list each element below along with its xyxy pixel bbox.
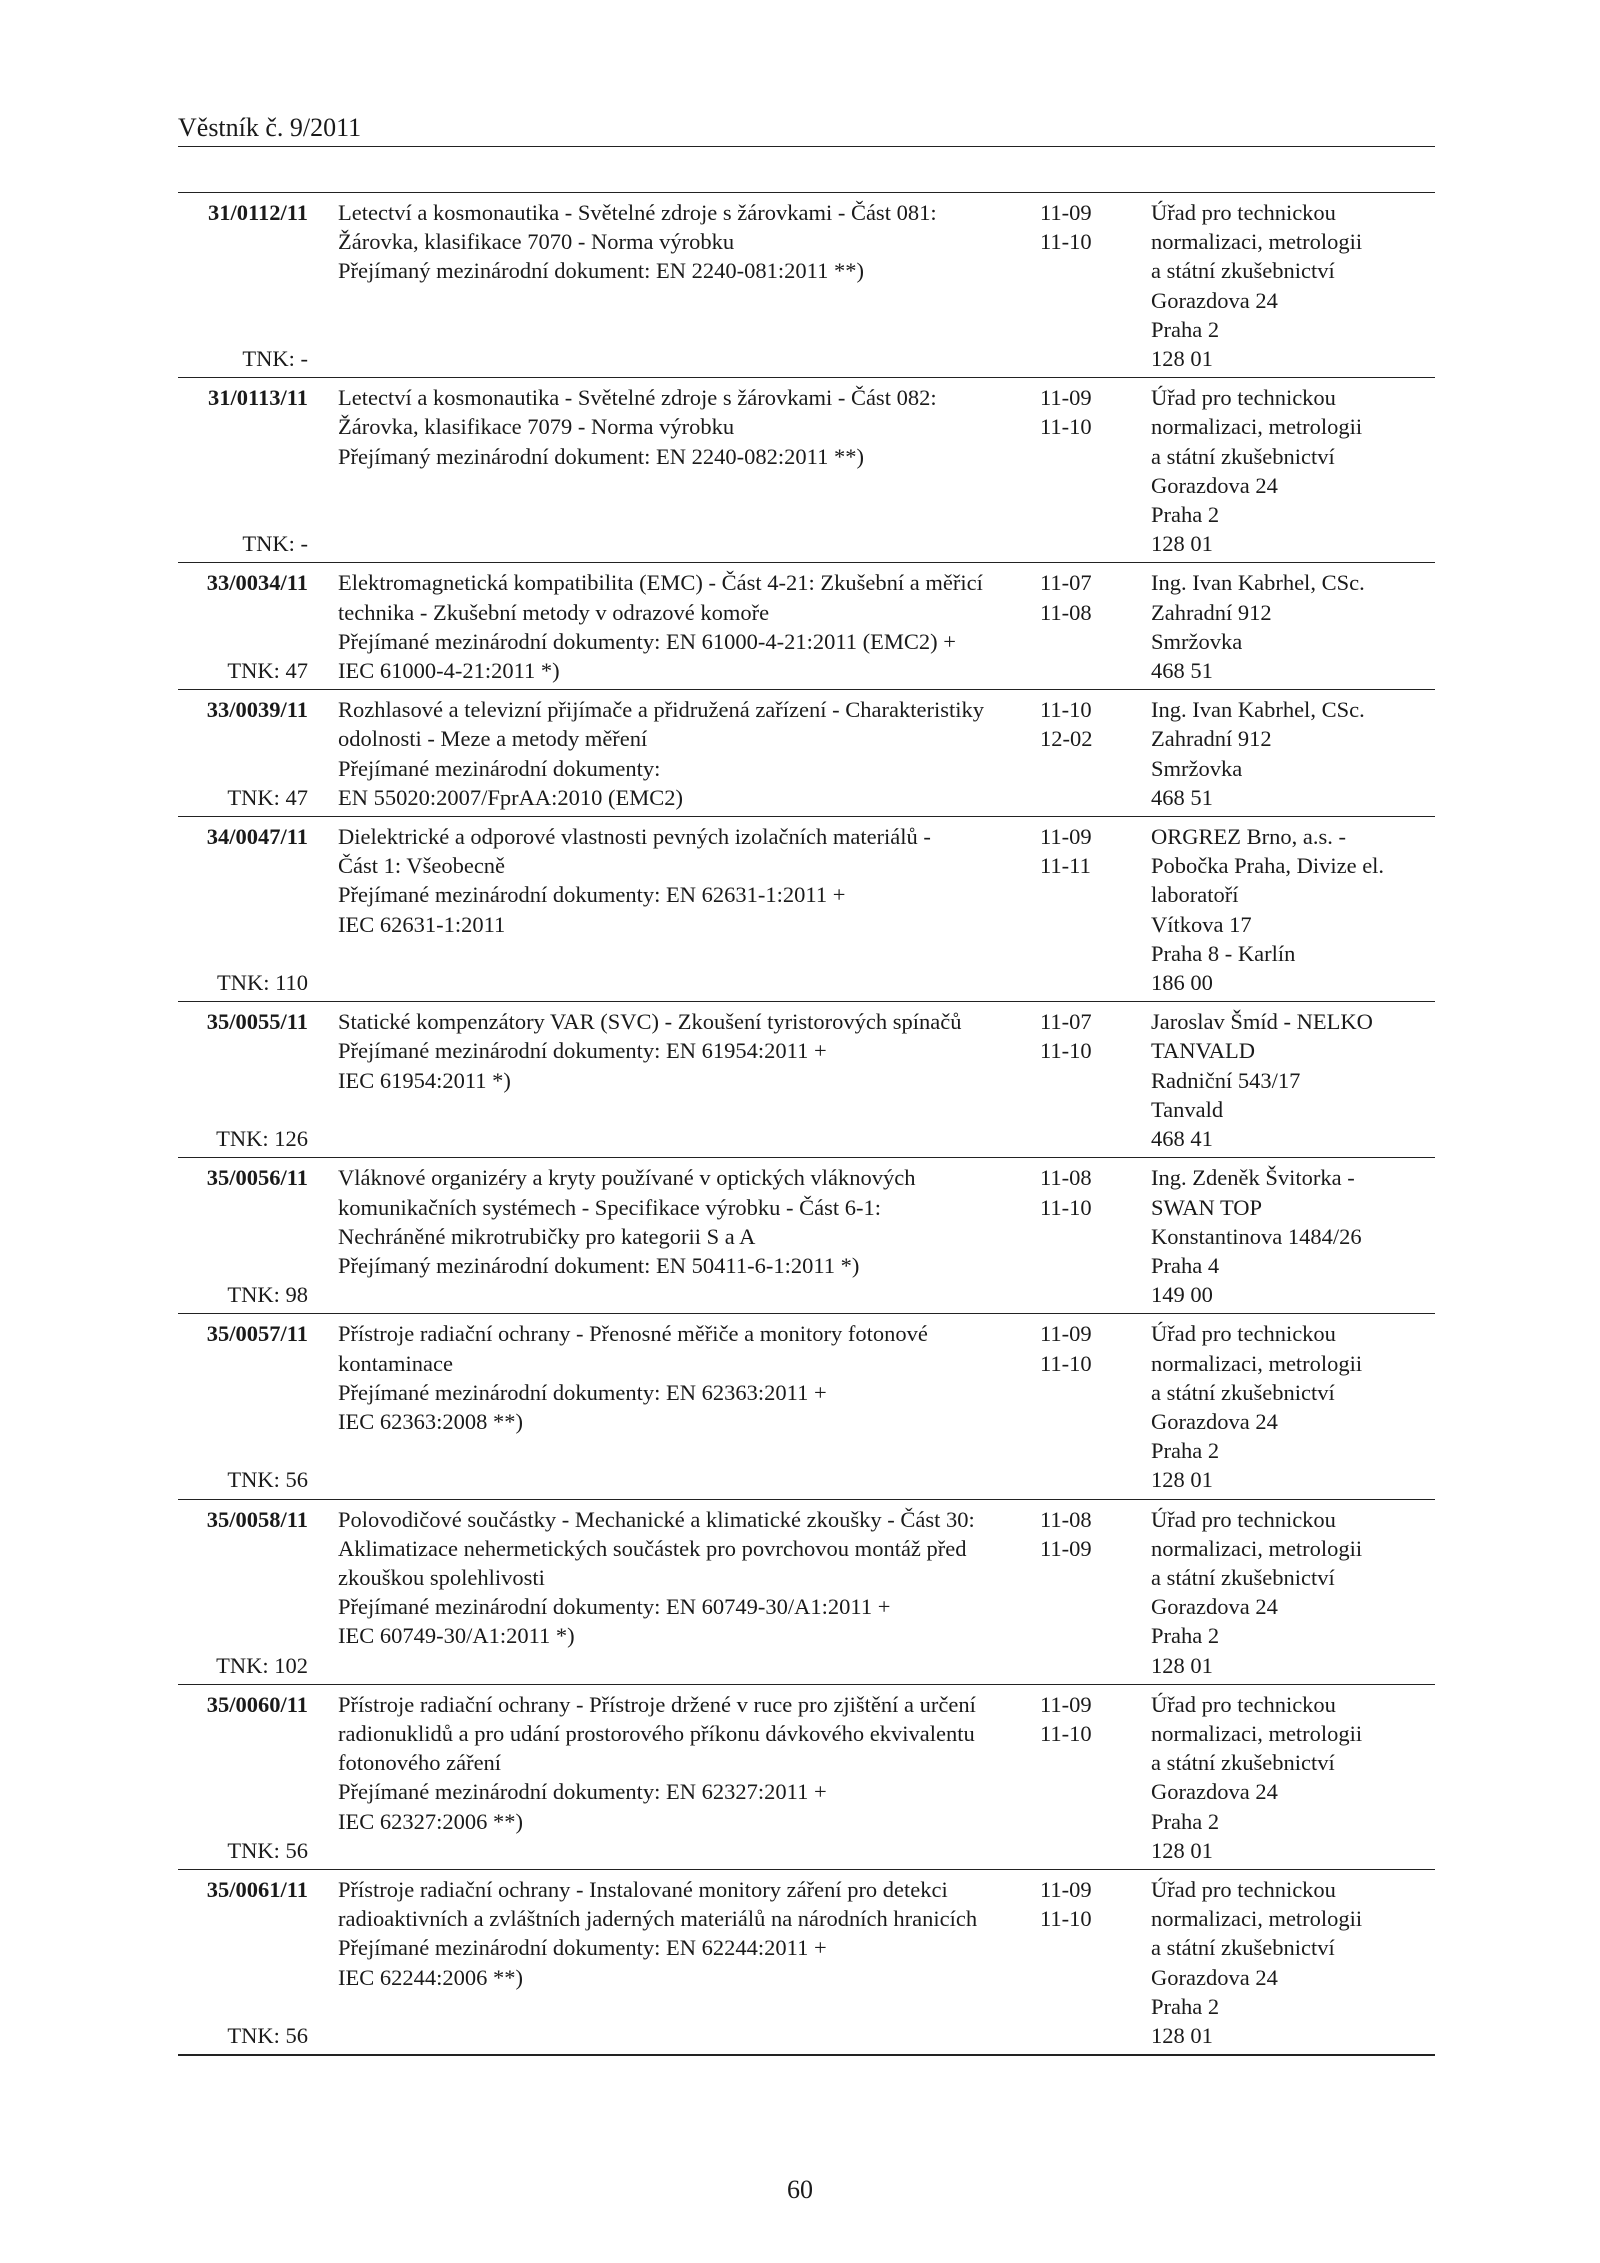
title-line: Přejímané mezinárodní dokumenty: EN 62631-1:2011 + (338, 882, 846, 908)
title-line: IEC 62244:2006 **) (338, 1964, 523, 1990)
title-line: technika - Zkušební metody v odrazové komoře (338, 599, 770, 625)
address-line: Úřad pro technickou (1151, 1691, 1336, 1717)
tnk-label: TNK: 110 (216, 970, 308, 996)
table-row (178, 689, 1435, 816)
date-value: 11-11 (1040, 853, 1091, 879)
date-value: 11-07 (1040, 570, 1092, 596)
title-line: kontaminace (338, 1350, 453, 1376)
standard-number: 33/0034/11 (206, 570, 308, 596)
address-line: Úřad pro technickou (1151, 385, 1336, 411)
title-line: IEC 62631-1:2011 (338, 911, 506, 937)
address-line: Praha 2 (1151, 1993, 1220, 2019)
address-line: 128 01 (1151, 531, 1213, 557)
title-line: Přejímané mezinárodní dokumenty: (338, 755, 661, 781)
address-cell (1151, 1007, 1435, 1153)
address-line: ORGREZ Brno, a.s. - (1151, 824, 1346, 850)
tnk-label: TNK: 126 (216, 1126, 308, 1152)
title-line: Přístroje radiační ochrany - Přenosné měřiče a monitory fotonové (338, 1321, 928, 1347)
address-line: 128 01 (1151, 346, 1213, 372)
address-line: Ing. Zdeněk Švitorka - (1151, 1165, 1355, 1191)
date-value: 11-10 (1040, 1720, 1092, 1746)
address-cell (1151, 568, 1435, 685)
tnk-label: TNK: 102 (216, 1652, 308, 1678)
date-value: 11-10 (1040, 414, 1092, 440)
address-cell (1151, 695, 1435, 812)
address-line: Úřad pro technickou (1151, 1321, 1336, 1347)
title-line: Přejímaný mezinárodní dokument: EN 2240-082:2011 **) (338, 443, 864, 469)
address-line: Konstantinova 1484/26 (1151, 1223, 1362, 1249)
address-line: Praha 8 - Karlín (1151, 940, 1296, 966)
address-line: 128 01 (1151, 1467, 1213, 1493)
table-row (178, 1001, 1435, 1157)
standard-number: 35/0057/11 (206, 1321, 308, 1347)
address-line: Pobočka Praha, Divize el. (1151, 853, 1385, 879)
table-row (178, 377, 1435, 562)
address-line: Gorazdova 24 (1151, 1964, 1278, 1990)
id-cell (178, 568, 330, 685)
title-cell (330, 568, 1040, 685)
standard-number: 35/0056/11 (206, 1165, 308, 1191)
date-value: 11-09 (1040, 824, 1092, 850)
title-line: IEC 61954:2011 *) (338, 1067, 511, 1093)
id-cell (178, 383, 330, 558)
address-cell (1151, 383, 1435, 558)
title-line: Přístroje radiační ochrany - Přístroje držené v ruce pro zjištění a určení (338, 1691, 976, 1717)
dates-cell (1040, 1319, 1151, 1494)
address-line: laboratoří (1151, 882, 1239, 908)
address-line: Zahradní 912 (1151, 599, 1272, 625)
tnk-label: TNK: - (242, 531, 308, 557)
address-line: normalizaci, metrologii (1151, 229, 1363, 255)
title-line: Aklimatizace nehermetických součástek pro povrchovou montáž před (338, 1535, 967, 1561)
id-cell (178, 695, 330, 812)
address-cell (1151, 1690, 1435, 1865)
title-line: Žárovka, klasifikace 7079 - Norma výrobku (338, 414, 735, 440)
address-line: 149 00 (1151, 1282, 1213, 1308)
id-cell (178, 1163, 330, 1309)
address-line: Ing. Ivan Kabrhel, CSc. (1151, 697, 1365, 723)
dates-cell (1040, 383, 1151, 558)
title-line: IEC 61000-4-21:2011 *) (338, 658, 560, 684)
address-line: Gorazdova 24 (1151, 287, 1278, 313)
title-line: fotonového záření (338, 1750, 502, 1776)
address-line: a státní zkušebnictví (1151, 443, 1335, 469)
page-header (178, 112, 1435, 147)
address-line: Smržovka (1151, 628, 1243, 654)
address-line: 468 51 (1151, 784, 1213, 810)
address-line: Úřad pro technickou (1151, 1876, 1336, 1902)
id-cell (178, 1505, 330, 1680)
tnk-label: TNK: 56 (227, 1837, 308, 1863)
title-line: Přejímané mezinárodní dokumenty: EN 62244:2011 + (338, 1935, 827, 1961)
address-line: Radniční 543/17 (1151, 1067, 1301, 1093)
title-line: radioaktivních a zvláštních jaderných materiálů na národních hranicích (338, 1906, 978, 1932)
address-line: Smržovka (1151, 755, 1243, 781)
date-value: 11-09 (1040, 200, 1092, 225)
title-line: Polovodičové součástky - Mechanické a klimatické zkoušky - Část 30: (338, 1506, 975, 1532)
title-cell (330, 198, 1040, 373)
table-row (178, 562, 1435, 689)
title-line: radionuklidů a pro udání prostorového příkonu dávkového ekvivalentu (338, 1720, 975, 1746)
title-cell (330, 695, 1040, 812)
dates-cell (1040, 1875, 1151, 2050)
address-line: a státní zkušebnictví (1151, 258, 1335, 284)
tnk-label: TNK: 56 (227, 1467, 308, 1493)
standard-number: 35/0058/11 (206, 1506, 308, 1532)
address-line: normalizaci, metrologii (1151, 1906, 1363, 1932)
title-line: IEC 62327:2006 **) (338, 1808, 523, 1834)
id-cell (178, 1875, 330, 2050)
title-line: Elektromagnetická kompatibilita (EMC) - Část 4-21: Zkušební a měřicí (338, 570, 983, 596)
title-line: Dielektrické a odporové vlastnosti pevných izolačních materiálů - (338, 824, 931, 850)
address-line: Úřad pro technickou (1151, 200, 1336, 225)
dates-cell (1040, 568, 1151, 685)
date-value: 11-08 (1040, 1165, 1092, 1191)
date-value: 11-08 (1040, 599, 1092, 625)
title-line: Část 1: Všeobecně (338, 853, 506, 879)
tnk-label: TNK: 56 (227, 2022, 308, 2048)
title-cell (330, 1875, 1040, 2050)
address-line: 128 01 (1151, 1652, 1213, 1678)
tnk-label: TNK: 47 (227, 784, 308, 810)
address-line: Vítkova 17 (1151, 911, 1252, 937)
address-line: a státní zkušebnictví (1151, 1564, 1335, 1590)
title-cell (330, 1163, 1040, 1309)
dates-cell (1040, 1690, 1151, 1865)
id-cell (178, 822, 330, 997)
id-cell (178, 1319, 330, 1494)
title-line: Přejímané mezinárodní dokumenty: EN 62363:2011 + (338, 1379, 827, 1405)
standards-table (178, 192, 1435, 2056)
date-value: 11-08 (1040, 1506, 1092, 1532)
address-cell (1151, 1319, 1435, 1494)
address-line: Praha 2 (1151, 316, 1220, 342)
title-cell (330, 383, 1040, 558)
title-line: Statické kompenzátory VAR (SVC) - Zkoušení tyristorových spínačů (338, 1009, 962, 1035)
date-value: 11-10 (1040, 697, 1092, 723)
address-line: normalizaci, metrologii (1151, 1535, 1363, 1561)
title-cell (330, 822, 1040, 997)
title-cell (330, 1319, 1040, 1494)
dates-cell (1040, 695, 1151, 812)
table-row (178, 1684, 1435, 1869)
address-line: normalizaci, metrologii (1151, 1350, 1363, 1376)
dates-cell (1040, 1505, 1151, 1680)
title-cell (330, 1007, 1040, 1153)
address-line: Tanvald (1151, 1096, 1224, 1122)
address-line: Praha 2 (1151, 502, 1220, 528)
title-line: Rozhlasové a televizní přijímače a přidružená zařízení - Charakteristiky (338, 697, 984, 723)
title-line: Přístroje radiační ochrany - Instalované monitory záření pro detekci (338, 1876, 948, 1902)
date-value: 11-07 (1040, 1009, 1092, 1035)
address-cell (1151, 1875, 1435, 2050)
title-cell (330, 1690, 1040, 1865)
title-line: Letectví a kosmonautika - Světelné zdroje s žárovkami - Část 082: (338, 385, 937, 411)
title-line: Přejímaný mezinárodní dokument: EN 50411-6-1:2011 *) (338, 1252, 860, 1278)
date-value: 11-10 (1040, 1194, 1092, 1220)
title-line: Žárovka, klasifikace 7070 - Norma výrobku (338, 229, 735, 255)
table-row (178, 816, 1435, 1001)
address-cell (1151, 822, 1435, 997)
journal-title: Věstník č. 9/2011 (178, 113, 362, 142)
title-line: Nechráněné mikrotrubičky pro kategorii S a A (338, 1223, 756, 1249)
address-line: Praha 2 (1151, 1438, 1220, 1464)
dates-cell (1040, 198, 1151, 373)
address-line: 186 00 (1151, 970, 1213, 996)
title-line: EN 55020:2007/FprAA:2010 (EMC2) (338, 784, 683, 810)
table-row (178, 193, 1435, 377)
dates-cell (1040, 822, 1151, 997)
tnk-label: TNK: 98 (227, 1282, 308, 1308)
address-line: Úřad pro technickou (1151, 1506, 1336, 1532)
id-cell (178, 1007, 330, 1153)
address-line: TANVALD (1151, 1038, 1256, 1064)
date-value: 11-09 (1040, 1691, 1092, 1717)
address-line: 468 51 (1151, 658, 1213, 684)
address-line: normalizaci, metrologii (1151, 414, 1363, 440)
address-line: 128 01 (1151, 1837, 1213, 1863)
standard-number: 35/0061/11 (206, 1876, 308, 1902)
address-line: Gorazdova 24 (1151, 1408, 1278, 1434)
address-line: Gorazdova 24 (1151, 1779, 1278, 1805)
title-line: Vláknové organizéry a kryty používané v optických vláknových (338, 1165, 916, 1191)
title-line: Přejímané mezinárodní dokumenty: EN 61000-4-21:2011 (EMC2) + (338, 628, 956, 654)
standard-number: 31/0113/11 (207, 385, 308, 411)
tnk-label: TNK: 47 (227, 658, 308, 684)
tnk-label: TNK: - (242, 346, 308, 372)
dates-cell (1040, 1007, 1151, 1153)
table-row (178, 1869, 1435, 2054)
address-line: Praha 2 (1151, 1808, 1220, 1834)
standard-number: 35/0055/11 (206, 1009, 308, 1035)
date-value: 11-09 (1040, 1535, 1092, 1561)
title-line: IEC 62363:2008 **) (338, 1408, 523, 1434)
title-line: Letectví a kosmonautika - Světelné zdroje s žárovkami - Část 081: (338, 200, 937, 225)
table-row (178, 1157, 1435, 1313)
standard-number: 31/0112/11 (207, 200, 308, 225)
date-value: 11-09 (1040, 1876, 1092, 1902)
title-line: Přejímané mezinárodní dokumenty: EN 62327:2011 + (338, 1779, 827, 1805)
standard-number: 33/0039/11 (206, 697, 308, 723)
address-line: Ing. Ivan Kabrhel, CSc. (1151, 570, 1365, 596)
date-value: 11-10 (1040, 1038, 1092, 1064)
date-value: 11-10 (1040, 229, 1092, 255)
address-line: a státní zkušebnictví (1151, 1935, 1335, 1961)
page-number: 60 (787, 2175, 813, 2204)
title-line: Přejímaný mezinárodní dokument: EN 2240-081:2011 **) (338, 258, 864, 284)
title-line: Přejímané mezinárodní dokumenty: EN 60749-30/A1:2011 + (338, 1594, 891, 1620)
address-cell (1151, 198, 1435, 373)
address-line: 468 41 (1151, 1126, 1213, 1152)
address-cell (1151, 1505, 1435, 1680)
date-value: 11-10 (1040, 1350, 1092, 1376)
address-line: a státní zkušebnictví (1151, 1750, 1335, 1776)
address-line: a státní zkušebnictví (1151, 1379, 1335, 1405)
address-line: Gorazdova 24 (1151, 1594, 1278, 1620)
address-line: Zahradní 912 (1151, 726, 1272, 752)
title-line: komunikačních systémech - Specifikace výrobku - Část 6-1: (338, 1194, 881, 1220)
date-value: 11-09 (1040, 385, 1092, 411)
address-line: 128 01 (1151, 2022, 1213, 2048)
title-line: Přejímané mezinárodní dokumenty: EN 61954:2011 + (338, 1038, 827, 1064)
title-line: zkouškou spolehlivosti (338, 1564, 545, 1590)
dates-cell (1040, 1163, 1151, 1309)
id-cell (178, 198, 330, 373)
address-line: Praha 4 (1151, 1252, 1220, 1278)
address-cell (1151, 1163, 1435, 1309)
address-line: normalizaci, metrologii (1151, 1720, 1363, 1746)
address-line: Jaroslav Šmíd - NELKO (1151, 1009, 1373, 1035)
standard-number: 34/0047/11 (206, 824, 308, 850)
date-value: 11-10 (1040, 1906, 1092, 1932)
standard-number: 35/0060/11 (206, 1691, 308, 1717)
date-value: 12-02 (1040, 726, 1093, 752)
id-cell (178, 1690, 330, 1865)
address-line: Gorazdova 24 (1151, 472, 1278, 498)
title-cell (330, 1505, 1040, 1680)
address-line: SWAN TOP (1151, 1194, 1263, 1220)
table-row (178, 1499, 1435, 1684)
table-row (178, 1313, 1435, 1498)
title-line: IEC 60749-30/A1:2011 *) (338, 1623, 575, 1649)
title-line: odolnosti - Meze a metody měření (338, 726, 648, 752)
date-value: 11-09 (1040, 1321, 1092, 1347)
address-line: Praha 2 (1151, 1623, 1220, 1649)
